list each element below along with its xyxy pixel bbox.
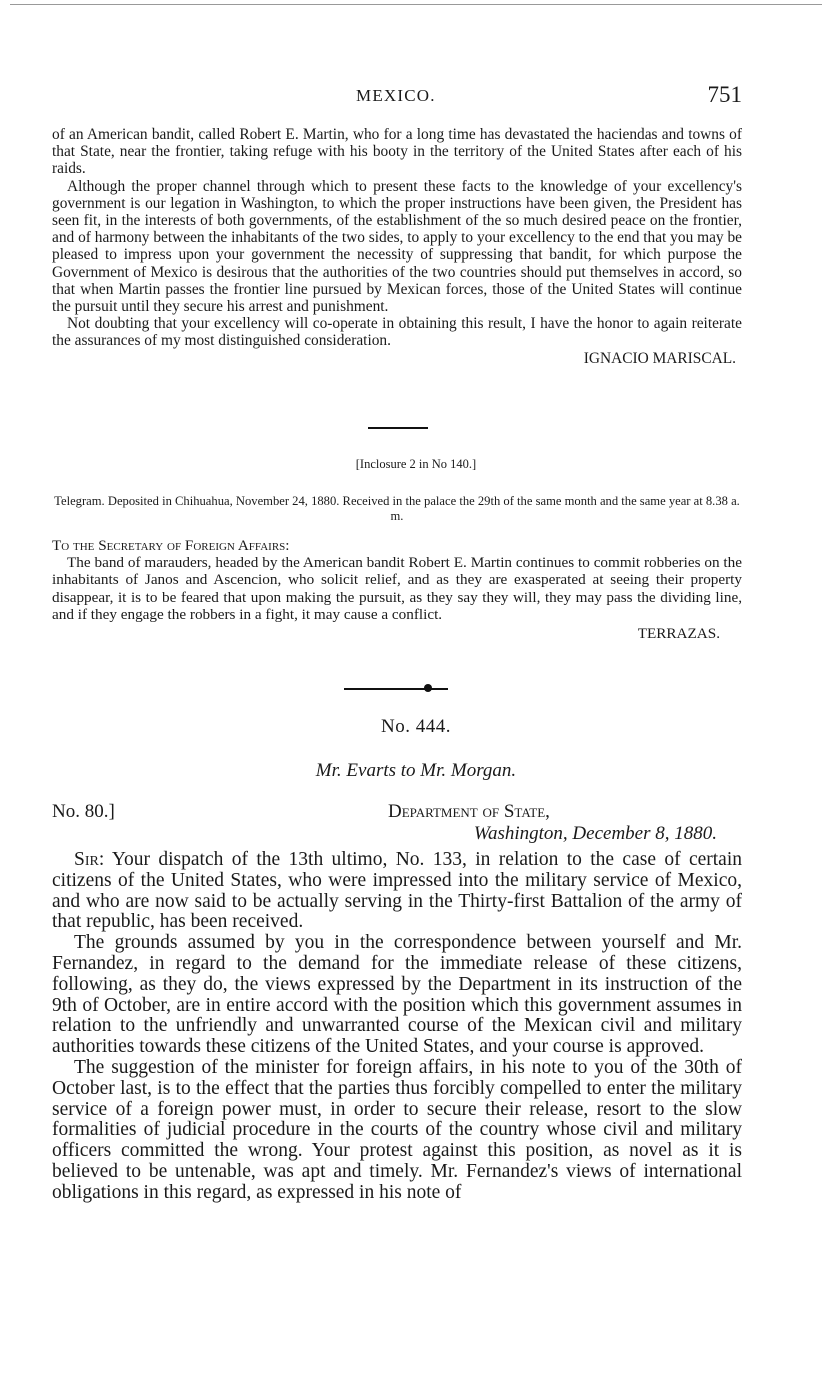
dispatch-heading	[52, 801, 742, 851]
telegram-signature: TERRAZAS.	[637, 625, 720, 643]
letter-paragraph: Although the proper channel through which to present these facts to the knowledge of your excellency's government is our legation in Washington, to which the proper instructions have been given, the President has seen fit, in the interests of both governments, of the establishment of the so much desired peace on the frontier, and of harmony between the inhabitants of the two sides, to apply to your excellency to the end that you may be pleased to impress upon your government the necessity of suppressing that bandit, for which purpose the Government of Mexico is desirous that the authorities of the two countries should put themselves in accord, so that when Martin passes the frontier line pursued by Mexican forces, those of the United States will continue the pursuit until they secure his arrest and punishment.	[52, 177, 742, 316]
dispatch-paragraph-text: Your dispatch of the 13th ultimo, No. 133, in relation to the case of certain citizens of the United States, who were impressed into the military service of Mexico, and who are now said to be actually serving in the Thirty-first Battalion of the army of that republic, has been received.	[52, 849, 742, 933]
inclosure-label: [Inclosure 2 in No 140.]	[355, 457, 477, 471]
section-divider	[368, 427, 428, 429]
dispatch-date: Washington, December 8, 1880.	[473, 823, 717, 844]
telegram-body	[52, 537, 742, 642]
running-header	[0, 82, 832, 112]
letter-body	[52, 126, 742, 367]
top-rule	[10, 4, 822, 5]
page-number: 751	[707, 82, 742, 107]
divider-dot	[424, 684, 432, 692]
running-title: MEXICO.	[356, 86, 436, 105]
dispatch-paragraph: The suggestion of the minister for foreign affairs, in his note to you of the 30th of October last, is to the effect that the parties thus forcibly compelled to enter the military service of a foreign power must, in order to secure their release, resort to the slow formalities of judicial procedure in the courts of the country whose civil and military officers committed the wrong. Your protest against this position, as novel as it is believed to be untenable, was apt and timely. Mr. Fernandez's views of international obligations in this regard, as expressed in his note of	[52, 1056, 742, 1203]
letter-paragraph: Not doubting that your excellency will co-operate in obtaining this result, I have the honor to again reiterate the assurances of my most distinguished consideration.	[52, 315, 742, 350]
document-number: No. 444.	[381, 716, 451, 737]
telegram-kind: Telegram.	[54, 494, 105, 508]
dispatch-number: No. 80.]	[52, 801, 115, 822]
dispatch-body	[52, 850, 742, 1204]
dispatch-paragraph	[52, 850, 742, 933]
telegram-header	[52, 494, 742, 524]
dispatch-paragraph: The grounds assumed by you in the correspondence between yourself and Mr. Fernandez, in regard to the demand for the immediate release of these citizens, following, as they do, the views expressed by the Department in its instruction of the 9th of October, are in entire accord with the position which this government assumes in relation to the unfriendly and unwarranted course of the Mexican civil and military authorities towards these citizens of the United States, and your course is approved.	[52, 932, 742, 1058]
letter-paragraph: of an American bandit, called Robert E. Martin, who for a long time has devastated the haciendas and towns of that State, near the frontier, taking refuge with his booty in the territory of the United States after each of his raids.	[52, 126, 742, 178]
document-title: Mr. Evarts to Mr. Morgan.	[315, 760, 517, 781]
letter-signature: IGNACIO MARISCAL.	[583, 349, 736, 367]
telegram-details: Deposited in Chihuahua, November 24, 1880. Received in the palace the 29th of the same month and the same year at 8.38 a. m.	[107, 494, 740, 523]
dispatch-salutation: Sir:	[74, 849, 105, 870]
telegram-salutation: To the Secretary of Foreign Affairs:	[52, 537, 290, 554]
department-name: Department of State,	[388, 801, 550, 822]
section-divider-ornamental	[344, 688, 448, 690]
telegram-text: The band of marauders, headed by the American bandit Robert E. Martin continues to commit robberies on the inhabitants of Janos and Ascencion, who solicit relief, and as they are exasperated at seeing their property disappear, it is to be feared that upon making the pursuit, as they say they will, they may pass the dividing line, and if they engage the robbers in a fight, it may cause a conflict.	[52, 554, 742, 623]
